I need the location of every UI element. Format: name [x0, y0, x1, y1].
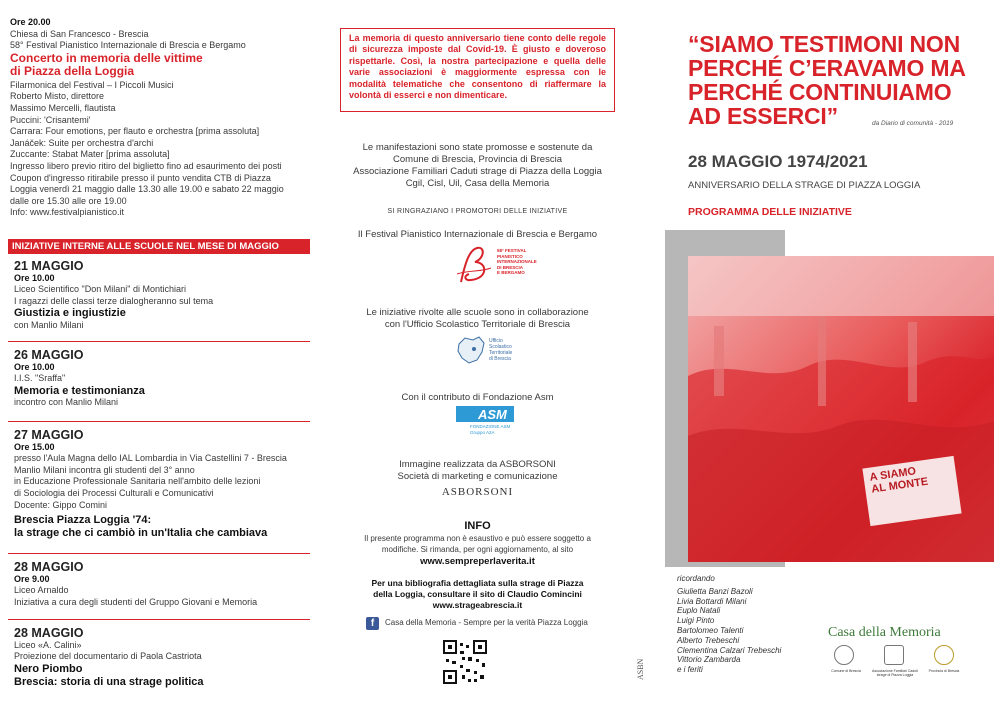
concert-line: Carrara: Four emotions, per flauto e orchestra [prima assoluta] [10, 126, 260, 137]
school-office-logo [455, 334, 525, 368]
concert-line: Loggia venerdì 21 maggio dalle 13.30 alle 19.00 e sabato 22 maggio [10, 184, 284, 195]
promoted-line: Comune di Brescia, Provincia di Brescia [393, 154, 562, 165]
victim-name: Livia Bottardi Milani [677, 596, 747, 606]
schools-credit [335, 307, 620, 331]
victim-name: Bartolomeo Talenti [677, 625, 744, 635]
schools-credit-line: con l'Ufficio Scolastico Territoriale di Brescia [384, 319, 571, 330]
event-title: Brescia Piazza Loggia '74: [14, 514, 152, 527]
promoted-line: Cgil, Cisl, Uil, Casa della Memoria [405, 178, 550, 189]
headline-sub: ANNIVERSARIO DELLA STRAGE DI PIAZZA LOGGIA [688, 180, 921, 191]
quote [688, 32, 988, 128]
remembering-label: ricordando [677, 574, 715, 583]
festival-logo-mark [455, 244, 495, 286]
remembering [677, 574, 817, 675]
event-line: I ragazzi delle classi terze dialogheranno sul tema [14, 295, 214, 306]
event-line: Proiezione del documentario di Paola Castriota [14, 651, 202, 662]
quote-line: AD ESSERCI” [688, 103, 838, 129]
biblio-line: Per una bibliografia dettagliata sulla strage di Piazza [371, 578, 584, 588]
comune-brescia-crest-icon [834, 645, 854, 665]
sponsor-logo-label: Associazione Familiari Caduti strage di Piazza Loggia [872, 669, 918, 677]
event-line: di Sociologia dei Processi Culturali e Comunicativi [14, 487, 214, 498]
biblio-line: della Loggia, consultare il sito di Claudio Comincini [373, 589, 582, 599]
school-logo-text: Territoriale [489, 350, 513, 356]
image-credit-line: Società di marketing e comunicazione [397, 471, 558, 482]
divider [8, 553, 310, 554]
festival-logo-text: E BERGAMO [497, 270, 525, 275]
site-link[interactable]: www.sempreperlaverita.it [420, 556, 535, 567]
memorial-photo [688, 256, 994, 562]
event-26-maggio [14, 350, 310, 409]
asm-logo-small: Gruppo A2A [470, 430, 495, 435]
event-title: Giustizia e ingiustizie [14, 307, 126, 320]
casa-della-memoria-logo: Casa della Memoria [828, 625, 941, 640]
schools-banner [8, 239, 310, 254]
protest-sign-text: A [868, 470, 879, 484]
bibliography [335, 578, 620, 611]
event-line: incontro con Manlio Milani [14, 397, 119, 408]
victim-name: Luigi Pinto [677, 616, 715, 626]
concert-link[interactable]: Info: www.festivalpianistico.it [10, 207, 125, 218]
concert-block [10, 17, 310, 219]
sponsor-logo-label: Provincia di Brescia [928, 669, 960, 673]
thanks-text: SI RINGRAZIANO I PROMOTORI DELLE INIZIATIVE [387, 208, 568, 215]
festival-logo-text: DI BRESCIA [497, 264, 524, 270]
event-title: Memoria e testimonianza [14, 384, 145, 397]
protest-sign-text: AL [870, 481, 887, 496]
program-title: PROGRAMMA DELLE INIZIATIVE [688, 206, 852, 218]
school-logo-text: Scolastico [489, 344, 512, 350]
association-crest-icon [884, 645, 904, 665]
event-27-maggio [14, 430, 310, 540]
concert-line: Coupon d'ingresso ritirabile presso il punto vendita CTB di Piazza [10, 172, 271, 183]
event-title: Brescia: storia di una strage politica [14, 675, 204, 688]
event-title: la strage che ci cambiò in un'Italia che cambiava [14, 527, 268, 540]
concert-line: Janáček: Suite per orchestra d'archi [10, 137, 154, 148]
covid-notice [340, 28, 615, 112]
concert-time: Ore 20.00 [10, 17, 51, 27]
promoted-line: Le manifestazioni sono state promosse e sostenute da [362, 142, 593, 153]
event-line: presso l'Aula Magna dello IAL Lombardia in Via Castellini 7 - Brescia [14, 453, 287, 464]
event-line: Manlio Milani incontra gli studenti del 3° anno [14, 464, 195, 475]
event-line: Liceo Arnaldo [14, 585, 69, 596]
victim-name: Alberto Trebeschi [677, 635, 740, 645]
concert-title: di Piazza della Loggia [10, 64, 135, 79]
festival-logo [455, 244, 540, 286]
info-line: Il presente programma non è esaustivo e può essere soggetto a [364, 534, 591, 543]
event-21-maggio [14, 261, 310, 331]
event-28-maggio-arnaldo [14, 562, 310, 608]
promoted-by [335, 142, 620, 190]
event-line: con Manlio Milani [14, 319, 84, 330]
facebook-text: Casa della Memoria - Sempre per la verità Piazza Loggia [385, 618, 588, 627]
concert-line: Puccini: 'Crisantemi' [10, 114, 91, 125]
event-time: Ore 9.00 [14, 573, 50, 584]
event-line: Iniziativa a cura degli studenti del Gruppo Giovani e Memoria [14, 596, 258, 607]
festival-credit: Il Festival Pianistico Internazionale di Brescia e Bergamo [357, 229, 598, 240]
concert-line: Chiesa di San Francesco - Brescia [10, 28, 149, 39]
victim-name: Euplo Natali [677, 606, 721, 616]
school-logo-text: di Brescia [489, 356, 511, 362]
qr-code-icon[interactable] [442, 639, 488, 685]
event-date: 26 MAGGIO [14, 348, 84, 362]
info-title: INFO [464, 520, 491, 532]
event-line: Liceo «A. Calini» [14, 639, 82, 650]
headline-date: 28 MAGGIO 1974/2021 [688, 152, 868, 171]
event-date: 21 MAGGIO [14, 259, 84, 273]
event-title: Nero Piombo [14, 662, 83, 675]
concert-line: Roberto Misto, direttore [10, 91, 105, 102]
quote-source: da Diario di comunità - 2019 [872, 120, 954, 127]
festival-logo-text: PIANISTICO [497, 253, 523, 259]
event-date: 28 MAGGIO [14, 626, 84, 640]
victim-name: Vittorio Zambarda [677, 655, 741, 665]
event-time: Ore 10.00 [14, 272, 55, 283]
protest-sign-text: SIAMO [879, 465, 917, 483]
event-28-maggio-calini [14, 628, 310, 689]
event-date: 28 MAGGIO [14, 560, 84, 574]
image-credit-line: Immagine realizzata da ASBORSONI [399, 459, 556, 470]
event-time: Ore 10.00 [14, 361, 55, 372]
event-time: Ore 15.00 [14, 441, 55, 452]
school-logo-text: Ufficio [489, 338, 503, 344]
event-line: in Educazione Professionale Sanitaria nell'ambito delle lezioni [14, 476, 261, 487]
event-line: I.I.S. "Sraffa" [14, 373, 66, 384]
biblio-link[interactable]: www.strageabrescia.it [432, 600, 523, 610]
asm-logo [456, 406, 516, 438]
concert-title: Concerto in memoria delle vittime [10, 50, 203, 65]
divider [8, 421, 310, 422]
promoted-line: Associazione Familiari Caduti strage di Piazza della Loggia [353, 166, 602, 177]
festival-logo-text: INTERNAZIONALE [497, 259, 537, 264]
sponsor-logos [826, 645, 966, 689]
crowd-silhouette [688, 256, 994, 562]
quote-line: PERCHÉ CONTINUIAMO [688, 79, 952, 105]
image-credit [335, 459, 620, 483]
side-mark: ASBN [636, 658, 645, 680]
lombardy-map-icon [455, 334, 487, 366]
sponsor-logo-label: Comune di Brescia [831, 669, 861, 673]
concert-line: Filarmonica del Festival – I Piccoli Musici [10, 79, 174, 90]
info-line: modifiche. Si rimanda, per ogni aggiornamento, al sito [381, 544, 574, 554]
event-line: Liceo Scientifico "Don Milani" di Montichiari [14, 284, 186, 295]
quote-line: “SIAMO TESTIMONI NON [688, 31, 961, 57]
concert-line: Ingresso libero previo ritiro del biglietto fino ad esaurimento dei posti [10, 160, 282, 171]
schools-credit-line: Le iniziative rivolte alle scuole sono in collaborazione [366, 307, 589, 318]
info-text [335, 534, 620, 555]
asborsoni-logo: ASBORSONI [441, 486, 514, 498]
concert-line: 58° Festival Pianistico Internazionale di Brescia e Bergamo [10, 40, 246, 51]
provincia-brescia-crest-icon [934, 645, 954, 665]
divider [8, 619, 310, 620]
facebook-link[interactable] [366, 617, 626, 631]
festival-logo-text: 58° FESTIVAL [497, 248, 527, 253]
asm-logo-small: FONDAZIONE ASM [470, 424, 511, 429]
victim-name: Clementina Calzari Trebeschi [677, 645, 782, 655]
asm-credit: Con il contributo di Fondazione Asm [401, 392, 554, 403]
protest-sign-text: MONTE [887, 475, 929, 494]
asm-logo-mark: ASM [478, 407, 507, 422]
event-date: 27 MAGGIO [14, 428, 84, 442]
concert-line: Zuccante: Stabat Mater [prima assoluta] [10, 149, 170, 160]
facebook-icon: f [366, 617, 379, 630]
divider [8, 341, 310, 342]
covid-notice-text: La memoria di questo anniversario tiene conto delle regole di sicurezza imposte dal Covid-19. È giusto e doveroso rispettarle. Così, la nostra partecipazione e quella delle varie associazioni è maggiormente espressa con le modalità telematiche che consentono di riaffermare la volontà di esserci e non dimenticare. [349, 33, 606, 101]
quote-line: PERCHÉ C’ERAVAMO MA [688, 55, 966, 81]
event-line: Docente: Gippo Comini [14, 499, 108, 510]
concert-line: Massimo Mercelli, flautista [10, 102, 116, 113]
schools-banner-text: INIZIATIVE INTERNE ALLE SCUOLE NEL MESE DI MAGGIO [12, 241, 279, 252]
concert-line: dalle ore 15.30 alle ore 19.00 [10, 195, 127, 206]
victim-name: Giulietta Banzi Bazoli [677, 586, 753, 596]
victim-name: e i feriti [677, 665, 703, 675]
